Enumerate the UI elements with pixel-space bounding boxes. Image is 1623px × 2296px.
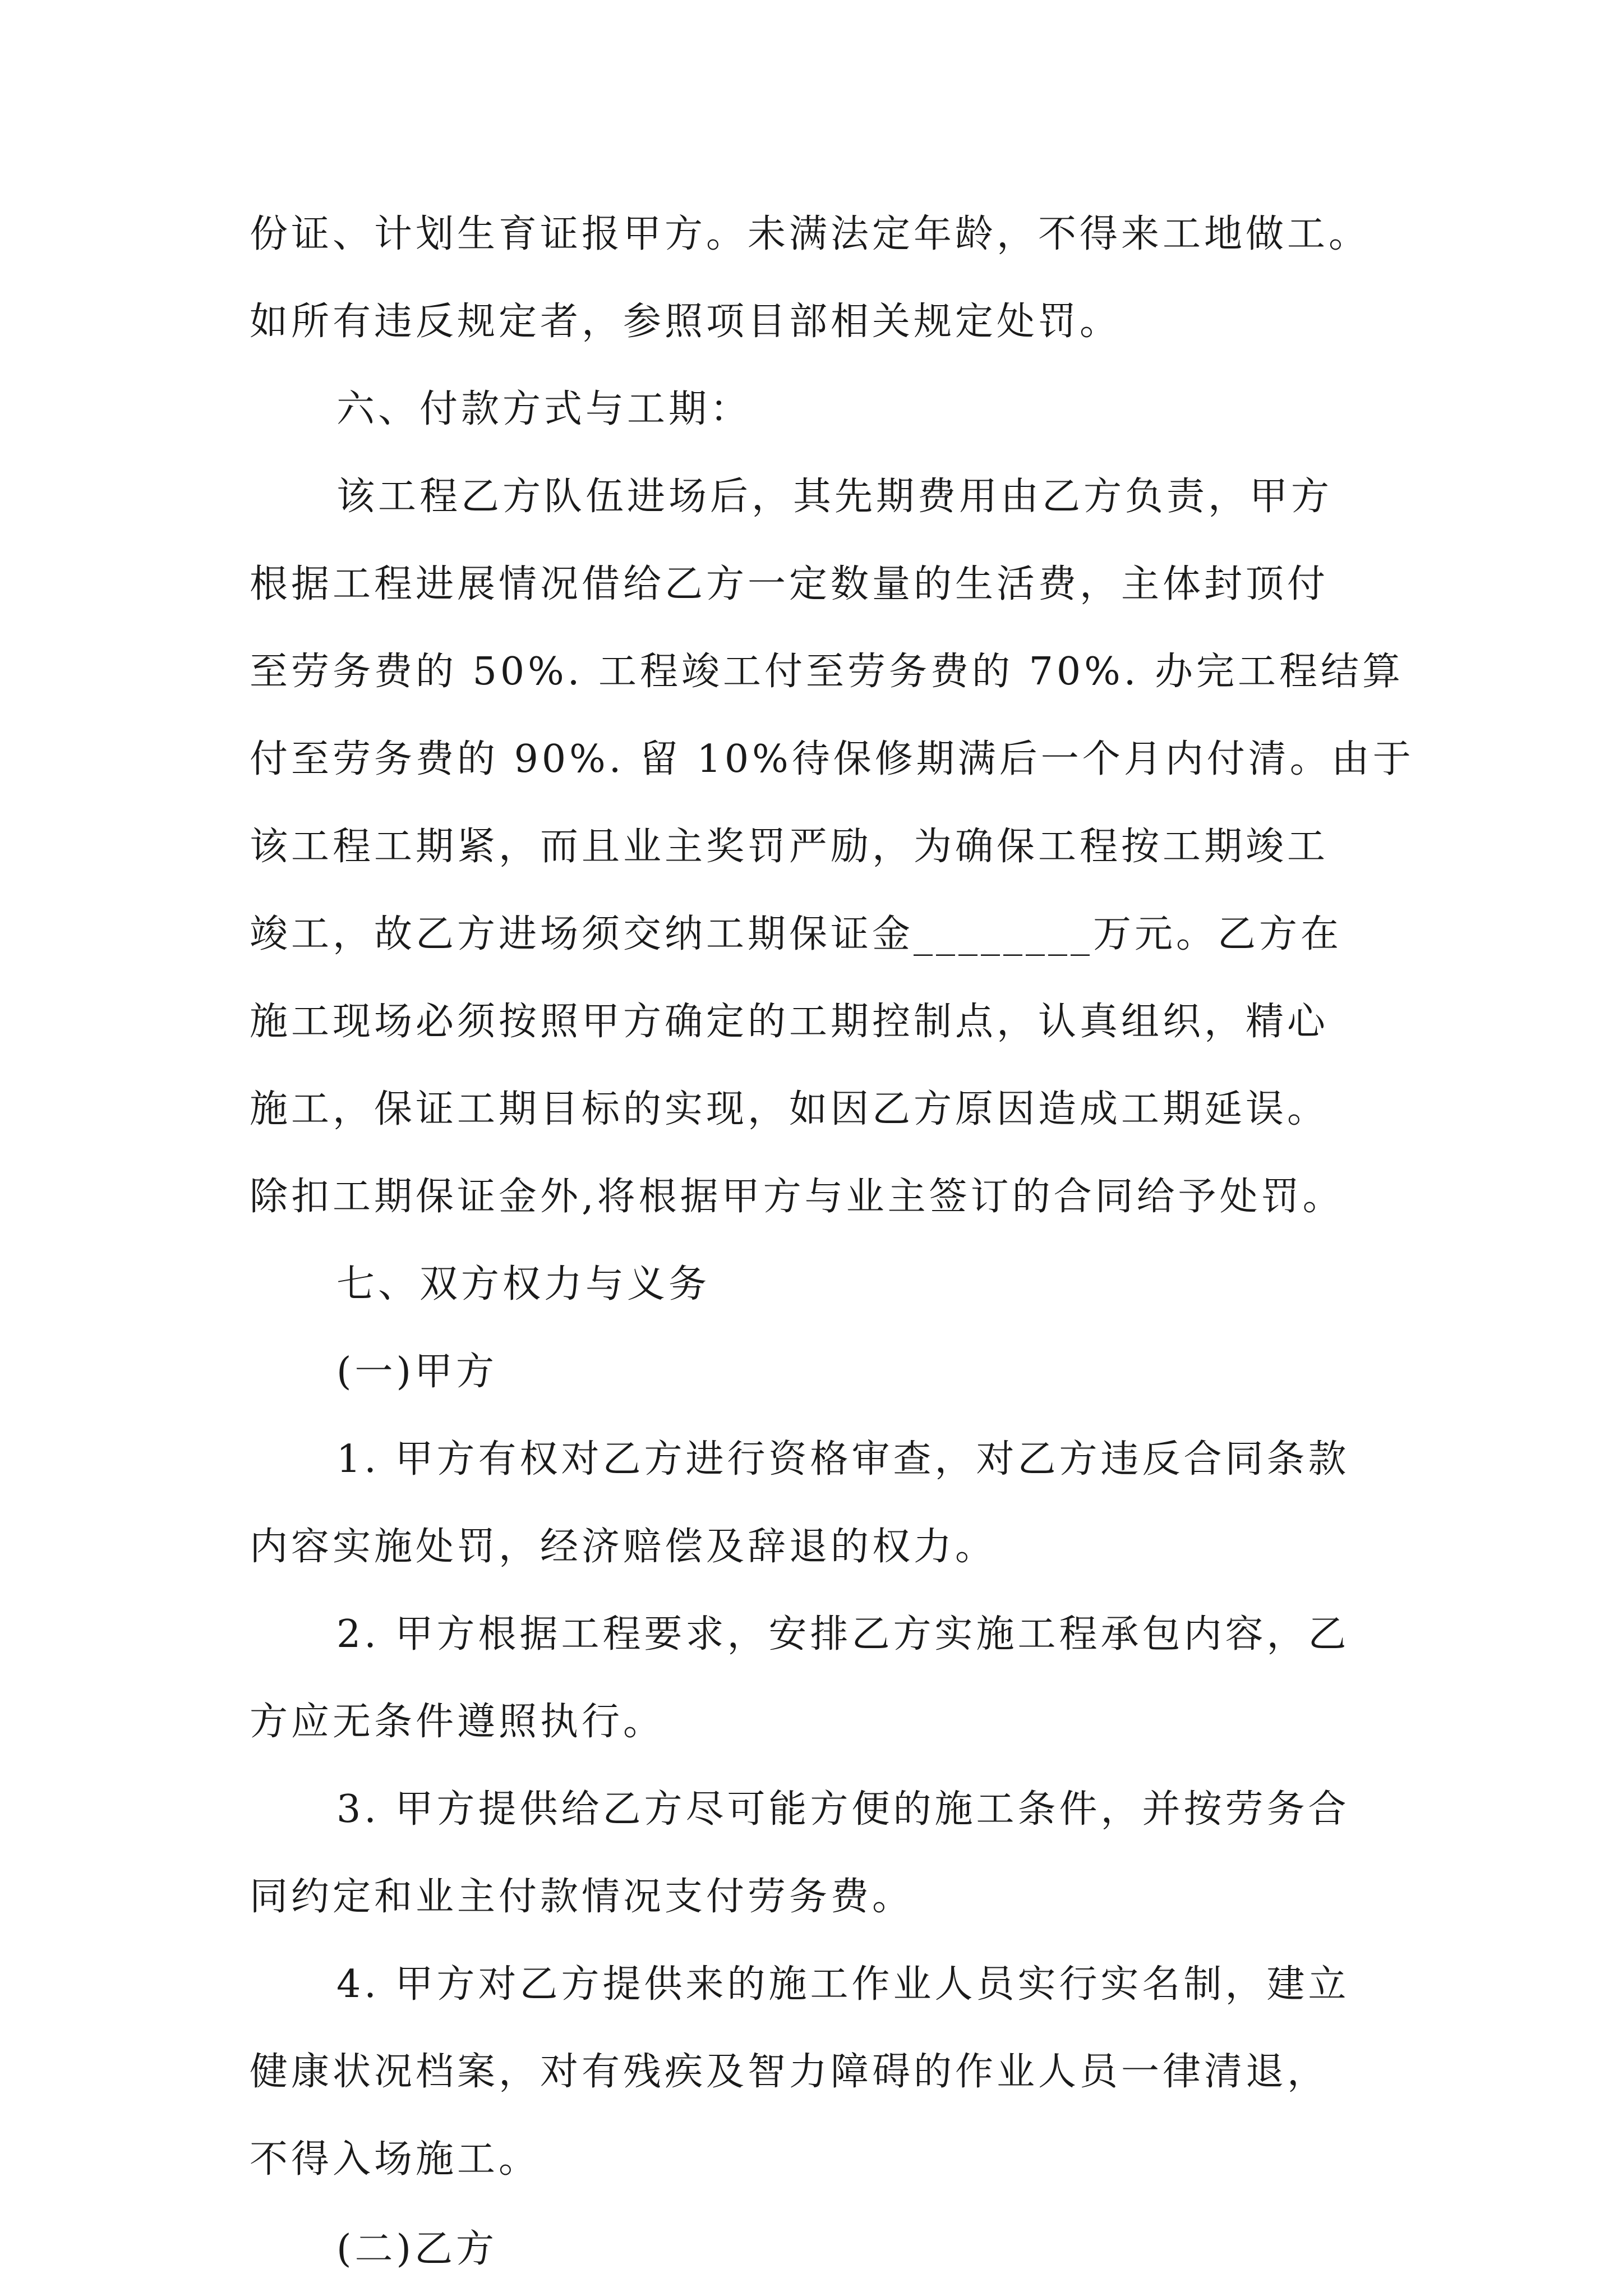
section-heading: 六、付款方式与工期： bbox=[336, 387, 752, 431]
text-line: 内容实施处罚，经济赔偿及辞退的权力。 bbox=[250, 1525, 997, 1569]
text-line: 2. 甲方根据工程要求，安排乙方实施工程承包内容，乙 bbox=[336, 1612, 1350, 1657]
subsection-heading: (一)甲方 bbox=[336, 1350, 498, 1394]
text-line: 3. 甲方提供给乙方尽可能方便的施工条件，并按劳务合 bbox=[336, 1787, 1350, 1832]
text-line: 施工，保证工期目标的实现，如因乙方原因造成工期延误。 bbox=[250, 1087, 1329, 1131]
text-line: 健康状况档案，对有残疾及智力障碍的作业人员一律清退， bbox=[250, 2050, 1329, 2094]
text-line: 1. 甲方有权对乙方进行资格审查，对乙方违反合同条款 bbox=[336, 1437, 1350, 1481]
text-line: 施工现场必须按照甲方确定的工期控制点，认真组织，精心 bbox=[250, 1000, 1329, 1044]
text-line: 方应无条件遵照执行。 bbox=[250, 1700, 665, 1744]
text-line: 份证、计划生育证报甲方。未满法定年龄，不得来工地做工。 bbox=[250, 212, 1371, 256]
text-line: 除扣工期保证金外,将根据甲方与业主签订的合同给予处罚。 bbox=[250, 1175, 1344, 1219]
text-line: 不得入场施工。 bbox=[250, 2137, 541, 2182]
subsection-heading: (二)乙方 bbox=[336, 2227, 498, 2271]
text-line: 至劳务费的 50%. 工程竣工付至劳务费的 70%. 办完工程结算 bbox=[250, 650, 1404, 694]
text-line: 该工程工期紧，而且业主奖罚严励，为确保工程按工期竣工 bbox=[250, 825, 1329, 869]
text-line: 如所有违反规定者，参照项目部相关规定处罚。 bbox=[250, 300, 1122, 344]
text-line: 付至劳务费的 90%. 留 10%待保修期满后一个月内付清。由于 bbox=[250, 737, 1414, 781]
text-line: 竣工，故乙方进场须交纳工期保证金________万元。乙方在 bbox=[250, 912, 1343, 956]
text-line: 根据工程进展情况借给乙方一定数量的生活费，主体封顶付 bbox=[250, 562, 1329, 606]
section-heading: 七、双方权力与义务 bbox=[336, 1262, 711, 1306]
text-line: 该工程乙方队伍进场后，其先期费用由乙方负责，甲方 bbox=[336, 475, 1333, 519]
text-line: 同约定和业主付款情况支付劳务费。 bbox=[250, 1875, 914, 1919]
text-line: 4. 甲方对乙方提供来的施工作业人员实行实名制，建立 bbox=[336, 1962, 1350, 2007]
